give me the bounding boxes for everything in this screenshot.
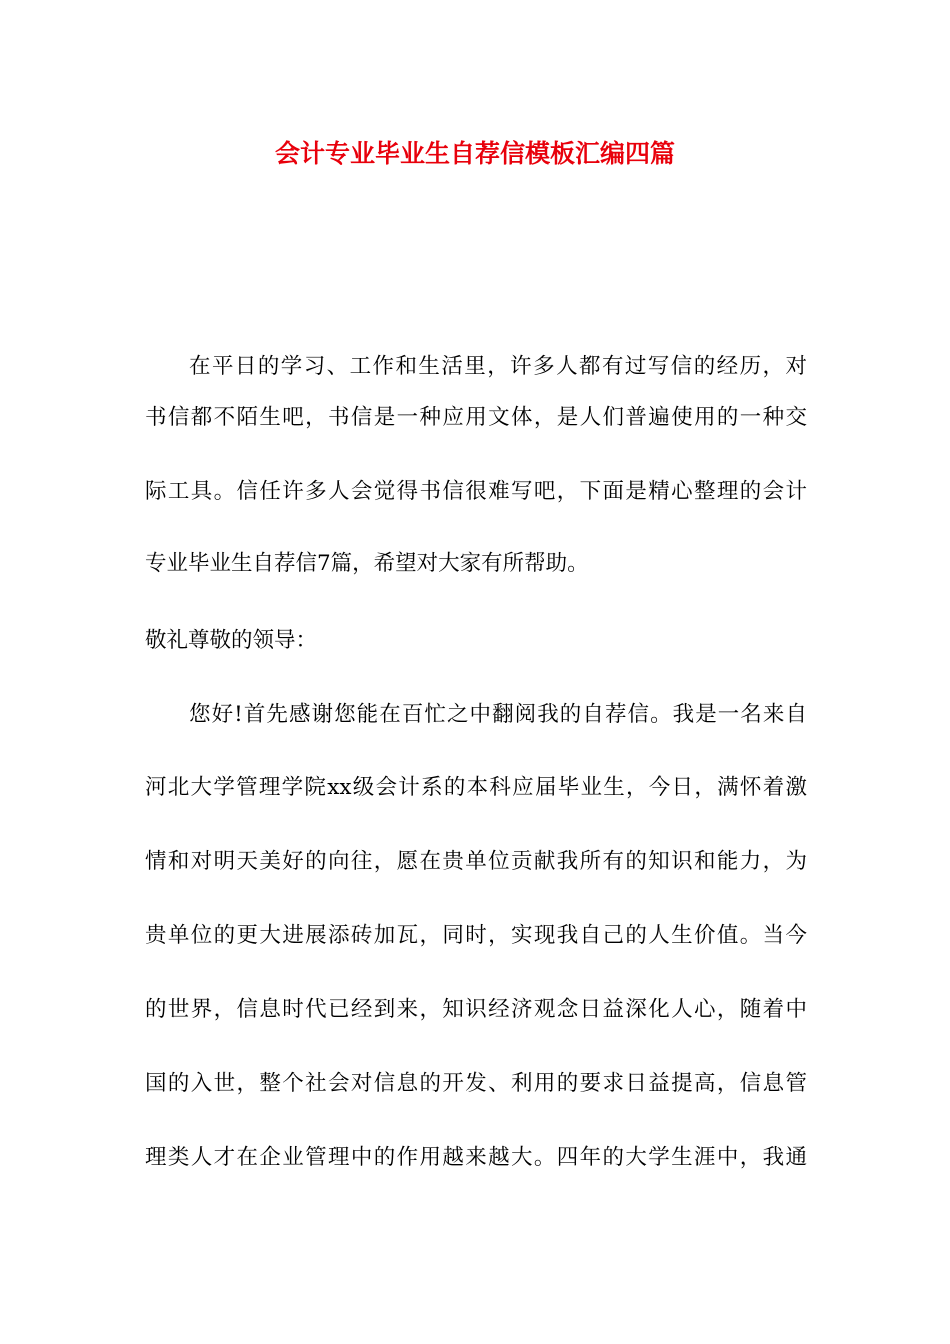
body-line-1: 您好!首先感谢您能在百忙之中翻阅我的自荐信。我是一名来自	[189, 702, 807, 727]
body-line-5: 的世界，信息时代已经到来，知识经济观念日益深化人心，随着中	[145, 997, 807, 1022]
body-line-6: 国的入世，整个社会对信息的开发、利用的要求日益提高，信息管	[145, 1071, 807, 1096]
body-line-4: 贵单位的更大进展添砖加瓦，同时，实现我自己的人生价值。当今	[145, 923, 807, 948]
intro-line-2: 书信都不陌生吧，书信是一种应用文体，是人们普遍使用的一种交	[145, 405, 807, 430]
intro-line-3: 际工具。信任许多人会觉得书信很难写吧，下面是精心整理的会计	[145, 479, 807, 504]
body-line-3: 情和对明天美好的向往，愿在贵单位贡献我所有的知识和能力，为	[145, 849, 807, 874]
document-title: 会计专业毕业生自荐信模板汇编四篇	[274, 139, 675, 168]
body-line-7: 理类人才在企业管理中的作用越来越大。四年的大学生涯中，我通	[145, 1145, 807, 1170]
intro-line-1: 在平日的学习、工作和生活里，许多人都有过写信的经历，对	[189, 354, 807, 379]
body-line-2: 河北大学管理学院xx级会计系的本科应届毕业生，今日，满怀着激	[145, 775, 807, 800]
intro-line-4: 专业毕业生自荐信7篇，希望对大家有所帮助。	[145, 551, 589, 576]
salutation: 敬礼尊敬的领导：	[145, 628, 318, 653]
